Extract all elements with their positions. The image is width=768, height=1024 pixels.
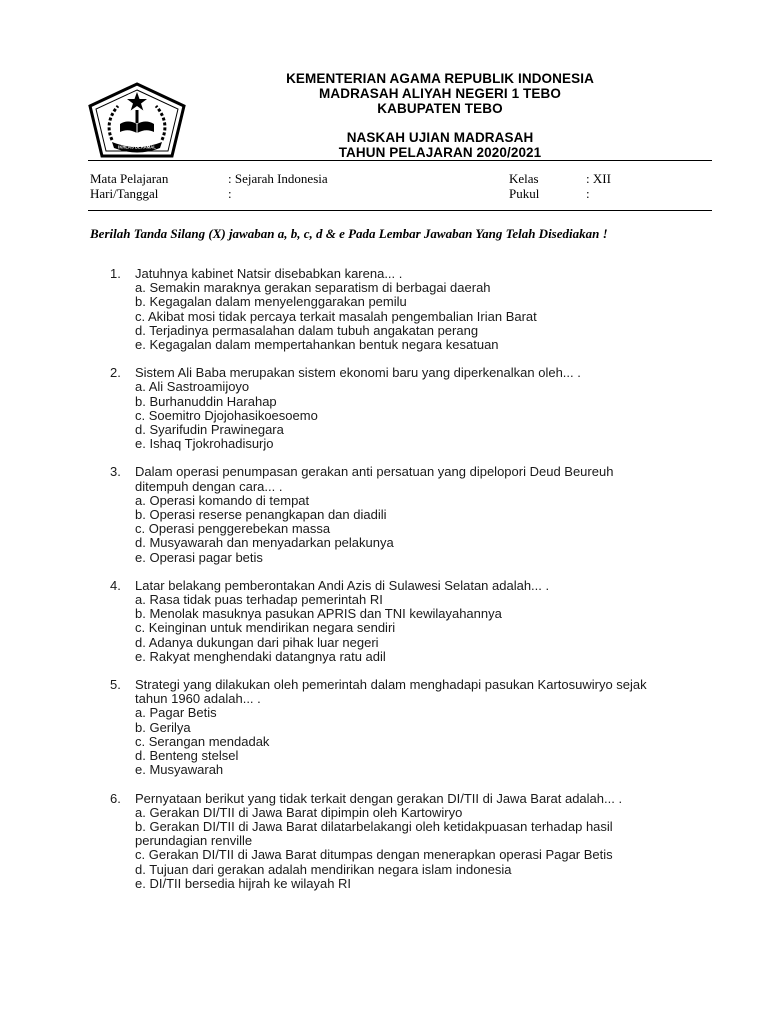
answer-option: b. Menolak masuknya pasukan APRIS dan TNI kewilayahannya — [135, 606, 502, 622]
question-item — [110, 678, 670, 777]
class-label: Kelas — [509, 171, 539, 186]
answer-option: b. Operasi reserse penangkapan dan diadili — [135, 507, 387, 523]
ministry-name: KEMENTERIAN AGAMA REPUBLIK INDONESIA — [286, 71, 594, 86]
question-number: 2. — [110, 365, 121, 381]
answer-option: e. Rakyat menghendaki datangnya ratu adil — [135, 648, 386, 664]
question-item — [110, 465, 670, 564]
kemenag-logo-icon — [88, 82, 186, 158]
answer-option: c. Operasi penggerebekan massa — [135, 521, 331, 537]
question-text: Pernyataan berikut yang tidak terkait dengan gerakan DI/TII di Jawa Barat adalah... . — [135, 790, 623, 806]
exam-title: NASKAH UJIAN MADRASAH — [346, 130, 534, 145]
answer-option: a. Pagar Betis — [135, 705, 217, 721]
answer-option: e. Ishaq Tjokrohadisurjo — [135, 436, 274, 452]
answer-option: b. Kegagalan dalam menyelenggarakan pemilu — [135, 294, 407, 310]
time-value: : — [586, 186, 590, 201]
document-header — [230, 71, 650, 160]
answer-option: d. Syarifudin Prawinegara — [135, 422, 284, 438]
answer-option: d. Tujuan dari gerakan adalah mendirikan negara islam indonesia — [135, 861, 512, 877]
answer-option: a. Ali Sastroamijoyo — [135, 379, 250, 395]
question-number: 5. — [110, 677, 121, 693]
subject-value: : Sejarah Indonesia — [228, 171, 328, 186]
answer-option: a. Rasa tidak puas terhadap pemerintah RI — [135, 592, 383, 608]
academic-year: TAHUN PELAJARAN 2020/2021 — [338, 145, 542, 160]
question-number: 4. — [110, 577, 121, 593]
time-label: Pukul — [509, 186, 540, 201]
question-number: 3. — [110, 464, 121, 480]
question-text: Dalam operasi penumpasan gerakan anti persatuan yang dipelopori Deud Beureuh ditempuh dengan cara... . — [135, 464, 614, 494]
question-text: Latar belakang pemberontakan Andi Azis di Sulawesi Selatan adalah... . — [135, 577, 550, 593]
date-value: : — [228, 186, 232, 201]
question-number: 1. — [110, 266, 121, 281]
question-item — [110, 579, 670, 664]
answer-option: e. Operasi pagar betis — [135, 549, 263, 565]
answer-option: a. Semakin maraknya gerakan separatism di berbagai daerah — [135, 280, 491, 296]
answer-option: a. Gerakan DI/TII di Jawa Barat dipimpin oleh Kartowiryo — [135, 804, 463, 820]
question-text: Jatuhnya kabinet Natsir disebabkan karena... . — [135, 266, 403, 281]
class-value: : XII — [586, 171, 611, 186]
date-label: Hari/Tanggal — [90, 186, 159, 201]
instruction-text: Berilah Tanda Silang (X) jawaban a, b, c, d & e Pada Lembar Jawaban Yang Telah Disediakan ! — [90, 226, 608, 241]
school-name: MADRASAH ALIYAH NEGERI 1 TEBO — [319, 86, 561, 101]
question-text: Sistem Ali Baba merupakan sistem ekonomi baru yang diperkenalkan oleh... . — [135, 365, 581, 381]
question-item — [110, 267, 670, 352]
answer-option: d. Terjadinya permasalahan dalam tubuh angakatan perang — [135, 322, 479, 338]
question-number: 6. — [110, 790, 121, 806]
answer-option: c. Keinginan untuk mendirikan negara sendiri — [135, 620, 396, 636]
answer-option: c. Serangan mendadak — [135, 733, 270, 749]
answer-option: d. Musyawarah dan menyadarkan pelakunya — [135, 535, 394, 551]
answer-option: b. Gerakan DI/TII di Jawa Barat dilatarbelakangi oleh ketidakpuasan terhadap hasil perundagian renville — [135, 818, 613, 849]
logo-ribbon-text: IKHLAS BERAMAL — [118, 144, 156, 150]
subject-label: Mata Pelajaran — [90, 171, 169, 186]
answer-option: c. Gerakan DI/TII di Jawa Barat ditumpas dengan menerapkan operasi Pagar Betis — [135, 847, 613, 863]
header-divider — [88, 160, 712, 161]
regency-name: KABUPATEN TEBO — [377, 101, 503, 116]
answer-option: e. Musyawarah — [135, 762, 224, 778]
answer-option: e. DI/TII bersedia hijrah ke wilayah RI — [135, 875, 352, 891]
question-item — [110, 366, 670, 451]
answer-option: a. Operasi komando di tempat — [135, 492, 310, 508]
question-list — [110, 267, 670, 905]
answer-option: e. Kegagalan dalam mempertahankan bentuk negara kesatuan — [135, 337, 499, 353]
answer-option: d. Adanya dukungan dari pihak luar negeri — [135, 634, 379, 650]
question-item — [110, 792, 670, 891]
answer-option: b. Burhanuddin Harahap — [135, 393, 277, 409]
answer-option: b. Gerilya — [135, 719, 191, 735]
question-text: Strategi yang dilakukan oleh pemerintah dalam menghadapi pasukan Kartosuwiryo sejak tahun 1960 adalah... . — [135, 677, 647, 707]
answer-option: d. Benteng stelsel — [135, 748, 239, 764]
meta-divider — [88, 210, 712, 211]
answer-option: c. Akibat mosi tidak percaya terkait masalah pengembalian Irian Barat — [135, 308, 537, 324]
answer-option: c. Soemitro Djojohasikoesoemo — [135, 407, 318, 423]
